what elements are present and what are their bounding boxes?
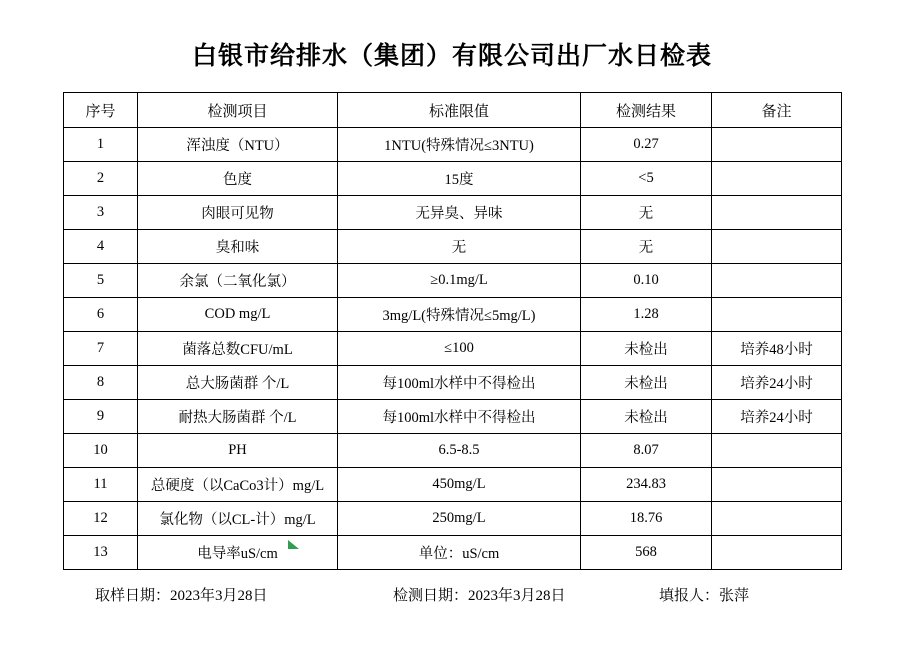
cell-result: 1.28 — [581, 298, 712, 332]
table-row — [64, 128, 842, 162]
cell-limit: 每100ml水样中不得检出 — [338, 400, 581, 434]
cell-no: 12 — [64, 502, 138, 536]
cell-limit: 无 — [338, 230, 581, 264]
cell-item: PH — [138, 434, 338, 468]
table-header-row — [64, 93, 842, 128]
cell-no: 2 — [64, 162, 138, 196]
cell-limit: 15度 — [338, 162, 581, 196]
cell-result: <5 — [581, 162, 712, 196]
cell-no: 9 — [64, 400, 138, 434]
table-row — [64, 264, 842, 298]
cell-limit: 250mg/L — [338, 502, 581, 536]
cell-result: 8.07 — [581, 434, 712, 468]
cell-remark — [712, 298, 842, 332]
cell-item: 肉眼可见物 — [138, 196, 338, 230]
table-row — [64, 400, 842, 434]
test-date-label: 检测日期：2023年3月28日 — [393, 588, 566, 604]
table-row — [64, 502, 842, 536]
cell-no: 6 — [64, 298, 138, 332]
cell-remark: 培养24小时 — [712, 366, 842, 400]
table-row — [64, 434, 842, 468]
cell-limit: 1NTU(特殊情况≤3NTU) — [338, 128, 581, 162]
green-corner-marker — [288, 540, 300, 550]
table-row — [64, 162, 842, 196]
cell-result: 未检出 — [581, 400, 712, 434]
table-row — [64, 536, 842, 570]
cell-item: 余氯（二氧化氯） — [138, 264, 338, 298]
table-row — [64, 468, 842, 502]
cell-result: 234.83 — [581, 468, 712, 502]
cell-no: 11 — [64, 468, 138, 502]
table-row — [64, 298, 842, 332]
column-header-result: 检测结果 — [581, 93, 712, 128]
report-table — [63, 92, 842, 570]
cell-remark — [712, 128, 842, 162]
cell-limit: ≤100 — [338, 332, 581, 366]
cell-item: 总大肠菌群 个/L — [138, 366, 338, 400]
cell-remark — [712, 434, 842, 468]
cell-no: 4 — [64, 230, 138, 264]
cell-item: 氯化物（以CL-计）mg/L — [138, 502, 338, 536]
cell-limit: 450mg/L — [338, 468, 581, 502]
page-title: 白银市给排水（集团）有限公司出厂水日检表 — [191, 43, 712, 70]
cell-result: 无 — [581, 196, 712, 230]
cell-item: 电导率uS/cm — [138, 536, 338, 570]
cell-limit: 每100ml水样中不得检出 — [338, 366, 581, 400]
cell-item: COD mg/L — [138, 298, 338, 332]
cell-result: 18.76 — [581, 502, 712, 536]
cell-limit: ≥0.1mg/L — [338, 264, 581, 298]
cell-remark — [712, 468, 842, 502]
cell-no: 8 — [64, 366, 138, 400]
cell-no: 10 — [64, 434, 138, 468]
cell-remark — [712, 196, 842, 230]
cell-no: 13 — [64, 536, 138, 570]
cell-remark — [712, 264, 842, 298]
table-row — [64, 332, 842, 366]
cell-result: 未检出 — [581, 332, 712, 366]
cell-limit: 无异臭、异味 — [338, 196, 581, 230]
table-row — [64, 230, 842, 264]
cell-no: 7 — [64, 332, 138, 366]
cell-item: 总硬度（以CaCo3计）mg/L — [138, 468, 338, 502]
cell-no: 5 — [64, 264, 138, 298]
cell-result: 0.27 — [581, 128, 712, 162]
cell-result: 未检出 — [581, 366, 712, 400]
cell-limit: 6.5-8.5 — [338, 434, 581, 468]
cell-remark — [712, 502, 842, 536]
cell-remark: 培养24小时 — [712, 400, 842, 434]
column-header-no: 序号 — [64, 93, 138, 128]
cell-limit: 3mg/L(特殊情况≤5mg/L) — [338, 298, 581, 332]
cell-remark: 培养48小时 — [712, 332, 842, 366]
cell-result: 568 — [581, 536, 712, 570]
column-header-remark: 备注 — [712, 93, 842, 128]
report-table-wrapper — [63, 92, 841, 570]
table-row — [64, 196, 842, 230]
footer-info — [63, 584, 841, 606]
cell-item: 臭和味 — [138, 230, 338, 264]
cell-remark — [712, 162, 842, 196]
column-header-item: 检测项目 — [138, 93, 338, 128]
cell-item: 菌落总数CFU/mL — [138, 332, 338, 366]
cell-result: 0.10 — [581, 264, 712, 298]
cell-item: 耐热大肠菌群 个/L — [138, 400, 338, 434]
cell-remark — [712, 230, 842, 264]
cell-remark — [712, 536, 842, 570]
filler-name-label: 填报人：张萍 — [659, 588, 750, 604]
sample-date-label: 取样日期：2023年3月28日 — [95, 588, 268, 604]
cell-item: 色度 — [138, 162, 338, 196]
cell-limit: 单位：uS/cm — [338, 536, 581, 570]
cell-no: 1 — [64, 128, 138, 162]
table-row — [64, 366, 842, 400]
column-header-limit: 标准限值 — [338, 93, 581, 128]
cell-item: 浑浊度（NTU） — [138, 128, 338, 162]
cell-result: 无 — [581, 230, 712, 264]
cell-no: 3 — [64, 196, 138, 230]
